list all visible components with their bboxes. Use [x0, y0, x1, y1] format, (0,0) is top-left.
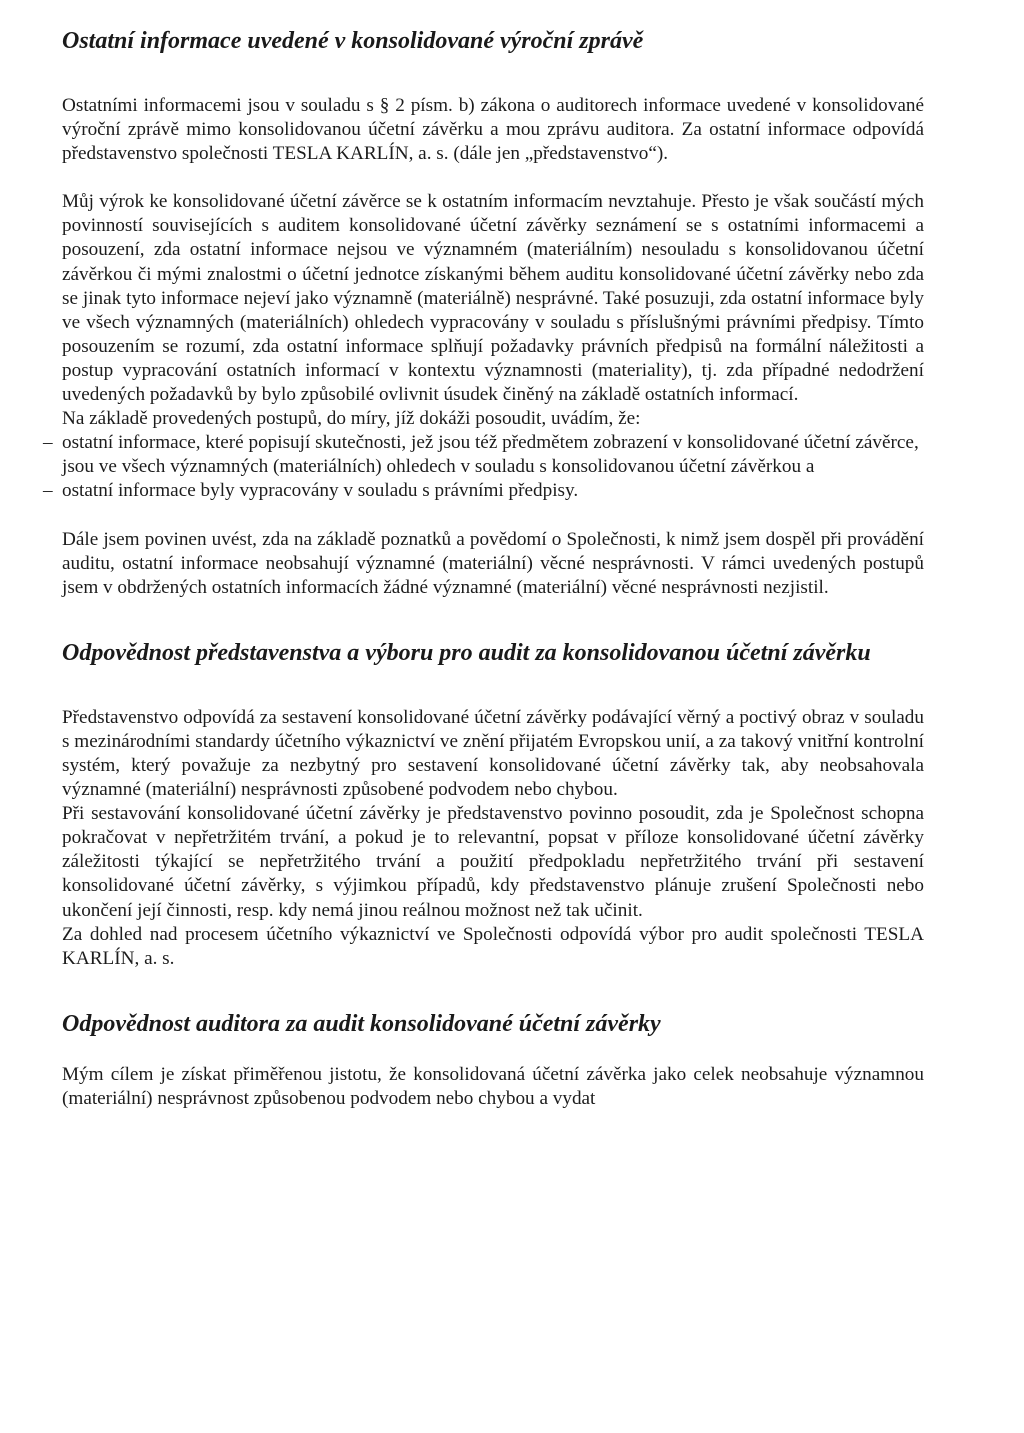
section-heading-auditor-responsibility: Odpovědnost auditora za audit konsolidované účetní závěrky	[62, 1010, 661, 1037]
findings-list	[43, 431, 924, 503]
paragraph-other-information-definition: Ostatními informacemi jsou v souladu s § 2 písm. b) zákona o auditorech informace uvedené v konsolidované výroční zprávě mimo konsolidovanou účetní závěrku a mou zprávu auditora. Za ostatní informace odpovídá představenstvo společnosti TESLA KARLÍN, a. s. (dále jen „představenstvo“).	[62, 95, 924, 165]
list-item	[43, 479, 924, 503]
list-item-text: ostatní informace, které popisují skutečnosti, jež jsou též předmětem zobrazení v konsolidované účetní závěrce, jsou ve všech významných (materiálních) ohledech v souladu s konsolidovanou účetní závěrkou a	[62, 432, 919, 478]
section-heading-board-responsibility: Odpovědnost představenstva a výboru pro audit za konsolidovanou účetní závěrku	[62, 639, 871, 666]
dash-bullet: –	[43, 432, 53, 454]
paragraph-material-misstatement-statement: Dále jsem povinen uvést, zda na základě poznatků a povědomí o Společnosti, k nimž jsem dospěl při provádění auditu, ostatní informace neobsahují významné (materiální) věcné nesprávnosti. V rámci uvedených postupů jsem v obdržených ostatních informacích žádné významné (materiální) věcné nesprávnosti nezjistil.	[62, 528, 924, 598]
paragraph-audit-committee-oversight: Za dohled nad procesem účetního výkaznictví ve Společnosti odpovídá výbor pro audit společnosti TESLA KARLÍN, a. s.	[62, 923, 924, 969]
paragraph-auditor-opinion-scope: Můj výrok ke konsolidované účetní závěrce se k ostatním informacím nevztahuje. Přesto je však součástí mých povinností souvisejících s auditem konsolidované účetní závěrky seznámení se s ostatními informacemi a posouzení, zda ostatní informace nejsou ve významném (materiálním) nesouladu s konsolidovanou účetní závěrkou či mými znalostmi o účetní jednotce získanými během auditu konsolidované účetní závěrky nebo zda se jinak tyto informace nejeví jako významně (materiálně) nesprávné. Také posuzuji, zda ostatní informace byly ve všech významných (materiálních) ohledech vypracovány v souladu s příslušnými právními předpisy. Tímto posouzením se rozumí, zda ostatní informace splňují požadavky právních předpisů na formální náležitosti a postup vypracování ostatních informací v kontextu významnosti (materiality), tj. zda případné nedodržení uvedených požadavků by bylo způsobilé ovlivnit úsudek činěný na základě ostatních informací.	[62, 191, 924, 406]
dash-bullet: –	[43, 480, 53, 502]
section-heading-other-information: Ostatní informace uvedené v konsolidované výroční zprávě	[62, 28, 644, 54]
paragraph-going-concern: Při sestavování konsolidované účetní závěrky je představenstvo povinno posoudit, zda je Společnost schopna pokračovat v nepřetržitém trvání, a pokud je to relevantní, popsat v příloze konsolidované účetní závěrky záležitosti týkající se nepřetržitého trvání a použití předpokladu nepřetržitého trvání při sestavení konsolidované účetní závěrky, s výjimkou případů, kdy představenstvo plánuje zrušení Společnosti nebo ukončení její činnosti, resp. kdy nemá jinou reálnou možnost než tak učinit.	[62, 803, 924, 921]
document-page	[43, 26, 924, 1111]
list-item-text: ostatní informace byly vypracovány v souladu s právními předpisy.	[62, 480, 579, 502]
paragraph-board-preparation-duty: Představenstvo odpovídá za sestavení konsolidované účetní závěrky podávající věrný a poctivý obraz v souladu s mezinárodními standardy účetního výkaznictví ve znění přijatém Evropskou unií, a za takový vnitřní kontrolní systém, který považuje za nezbytný pro sestavení konsolidované účetní závěrky tak, aby neobsahovala významné (materiální) nesprávnosti způsobené podvodem nebo chybou.	[62, 706, 924, 801]
paragraph-procedures-intro: Na základě provedených postupů, do míry, jíž dokáži posoudit, uvádím, že:	[62, 408, 641, 430]
paragraph-auditor-objective: Mým cílem je získat přiměřenou jistotu, že konsolidovaná účetní závěrka jako celek neobsahuje významnou (materiální) nesprávnost způsobenou podvodem nebo chybou a vydat	[62, 1063, 924, 1109]
list-item	[43, 431, 924, 479]
